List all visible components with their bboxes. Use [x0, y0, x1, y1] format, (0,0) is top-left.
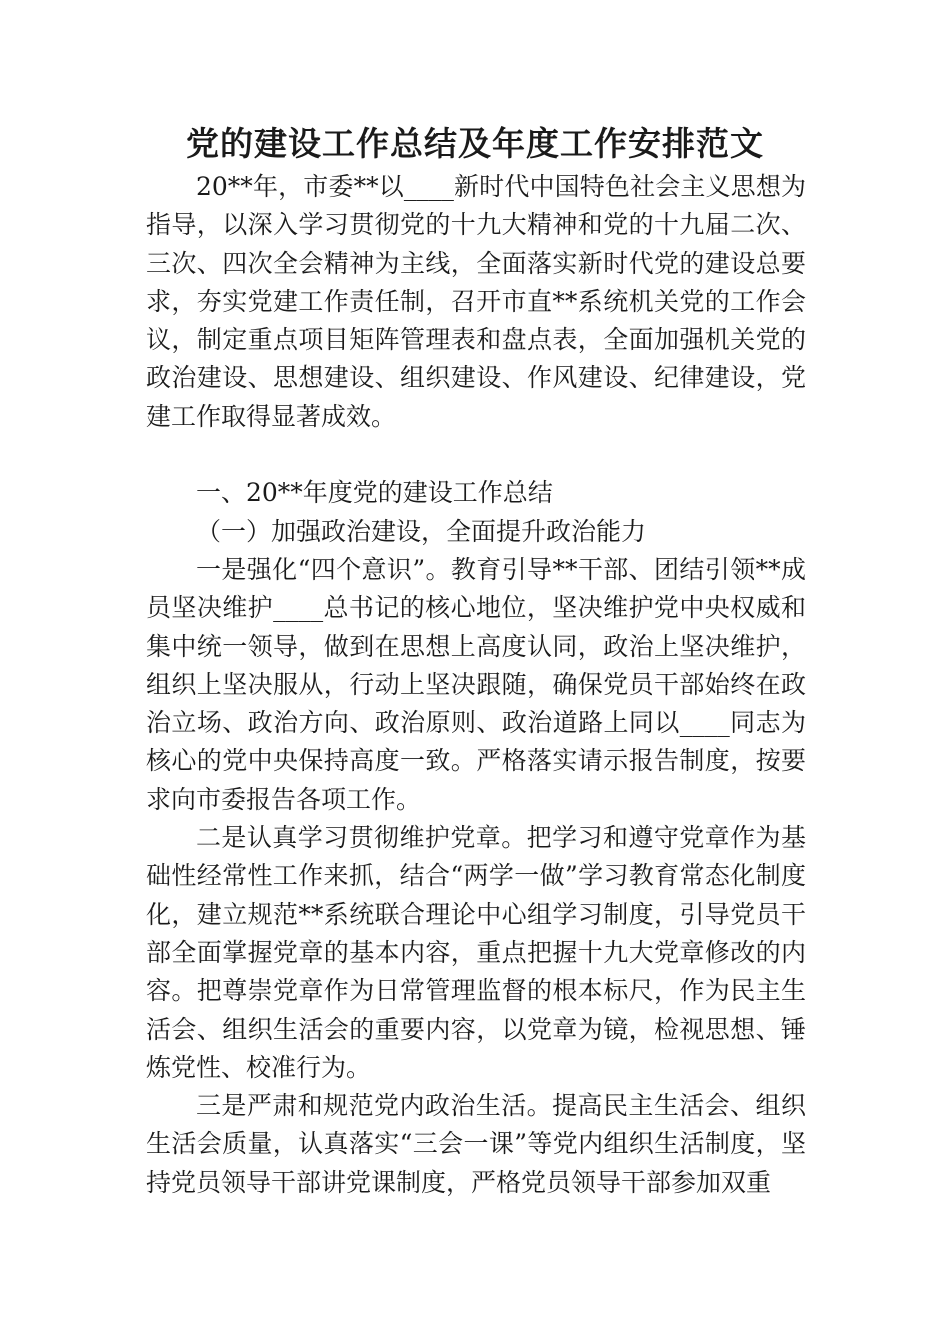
subsection-heading: （一）加强政治建设，全面提升政治能力 [196, 516, 647, 546]
blank-line [146, 436, 806, 474]
document-body [146, 168, 806, 1202]
paragraph-3: 三是严肃和规范党内政治生活。提高民主生活会、组织生活会质量，认真落实“三会一课”等党内组织生活制度，坚持党员领导干部讲党课制度，严格党员领导干部参加双重 [146, 1091, 806, 1197]
section-heading: 一、20**年度党的建设工作总结 [196, 478, 553, 508]
intro-paragraph: 20**年，市委**以____新时代中国特色社会主义思想为指导，以深入学习贯彻党的十九大精神和党的十九届二次、三次、四次全会精神为主线，全面落实新时代党的建设总要求，夯实党建工作责任制，召开市直**系统机关党的工作会议，制定重点项目矩阵管理表和盘点表，全面加强机关党的政治建设、思想建设、组织建设、作风建设、纪律建设，党建工作取得显著成效。 [146, 172, 806, 431]
paragraph-2: 二是认真学习贯彻维护党章。把学习和遵守党章作为基础性经常性工作来抓，结合“两学一做”学习教育常态化制度化，建立规范**系统联合理论中心组学习制度，引导党员干部全面掌握党章的基本内容，重点把握十九大党章修改的内容。把尊崇党章作为日常管理监督的根本标尺，作为民主生活会、组织生活会的重要内容，以党章为镜，检视思想、锤炼党性、校准行为。 [146, 823, 806, 1082]
document-title: 党的建设工作总结及年度工作安排范文 [186, 124, 764, 163]
paragraph-1: 一是强化“四个意识”。教育引导**干部、团结引领**成员坚决维护____总书记的核心地位，坚决维护党中央权威和集中统一领导，做到在思想上高度认同，政治上坚决维护，组织上坚决服从，行动上坚决跟随，确保党员干部始终在政治立场、政治方向、政治原则、政治道路上同以____同志为核心的党中央保持高度一致。严格落实请示报告制度，按要求向市委报告各项工作。 [146, 554, 806, 814]
